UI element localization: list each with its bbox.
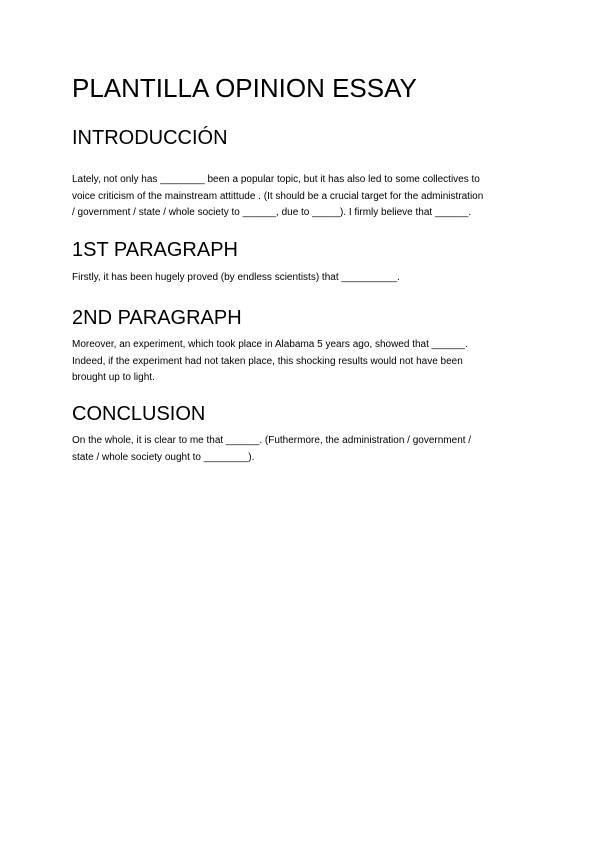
section-heading-2nd-paragraph: 2ND PARAGRAPH: [72, 307, 242, 329]
section-heading-introduccion: INTRODUCCIÓN: [72, 127, 228, 149]
body-line: On the whole, it is clear to me that ______. (Futhermore, the administration / government /: [72, 435, 472, 446]
section-heading-1st-paragraph: 1ST PARAGRAPH: [72, 239, 238, 261]
section-body-introduccion: [72, 172, 532, 222]
body-line: Lately, not only has ________ been a popular topic, but it has also led to some collectives to: [72, 174, 480, 185]
section-body-2nd-paragraph: [72, 337, 532, 387]
body-line: Moreover, an experiment, which took place in Alabama 5 years ago, showed that ______.: [72, 339, 468, 350]
body-line: / government / state / whole society to ______, due to _____). I firmly believe that ______.: [72, 207, 472, 218]
section-body-conclusion: [72, 433, 532, 466]
body-line: brought up to light.: [72, 372, 155, 383]
body-line: state / whole society ought to ________).: [72, 451, 255, 463]
section-body-1st-paragraph: [72, 270, 532, 287]
section-heading-conclusion: CONCLUSION: [72, 403, 206, 425]
body-line: Indeed, if the experiment had not taken place, this shocking results would not have been: [72, 355, 463, 367]
body-line: voice criticism of the mainstream attittude . (It should be a crucial target for the administration: [72, 190, 484, 202]
document-title: PLANTILLA OPINION ESSAY: [72, 73, 417, 103]
body-line: Firstly, it has been hugely proved (by endless scientists) that __________.: [72, 272, 400, 283]
